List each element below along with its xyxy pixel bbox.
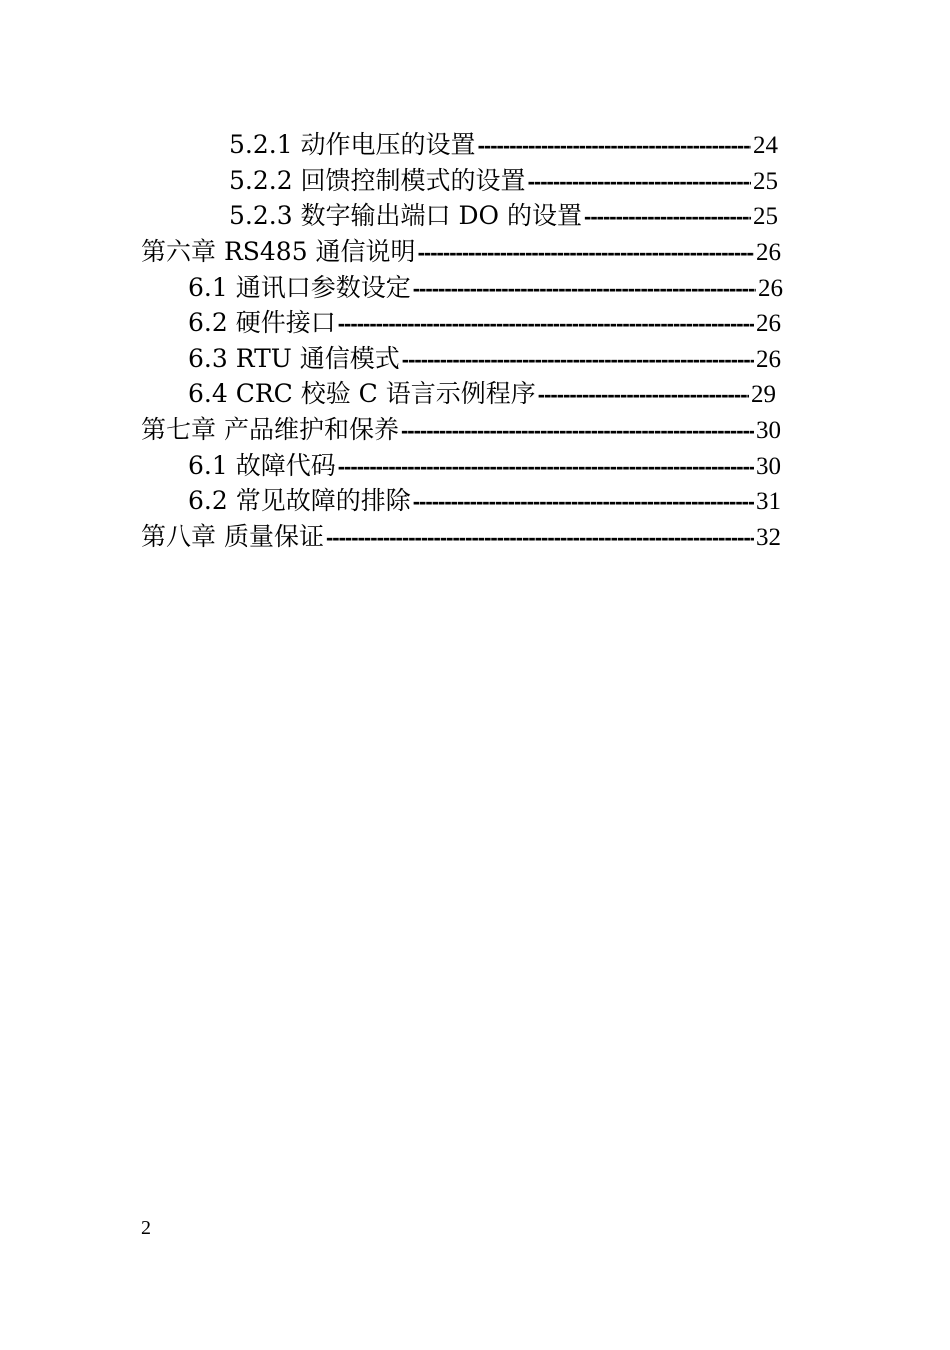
toc-entry-title: 5.2.2 回馈控制模式的设置 <box>229 166 526 195</box>
toc-entry-title: 6.2 硬件接口 <box>188 308 336 337</box>
toc-entry-page: 32 <box>756 524 781 551</box>
toc-entry-page: 26 <box>758 275 783 302</box>
toc-entry-6-4[interactable] <box>188 377 776 411</box>
toc-entry-5-2-1[interactable] <box>229 128 778 162</box>
toc-entry-troubleshooting[interactable] <box>188 484 781 518</box>
toc-entry-fault-codes[interactable] <box>188 449 781 483</box>
toc-entry-chapter-8[interactable] <box>141 520 781 554</box>
toc-entry-page: 31 <box>756 488 781 515</box>
toc-entry-page: 30 <box>756 417 781 444</box>
toc-entry-page: 25 <box>753 168 778 195</box>
toc-entry-title: 第六章 RS485 通信说明 <box>141 237 416 266</box>
toc-dot-leader <box>326 521 754 554</box>
toc-entry-title: 6.1 通讯口参数设定 <box>188 273 411 302</box>
toc-dot-leader <box>338 307 754 340</box>
toc-dot-leader <box>418 236 754 269</box>
toc-entry-title: 6.2 常见故障的排除 <box>188 486 411 515</box>
toc-entry-6-1[interactable] <box>188 271 783 305</box>
toc-entry-title: 6.3 RTU 通信模式 <box>188 344 400 373</box>
toc-entry-title: 5.2.3 数字输出端口 DO 的设置 <box>229 201 582 230</box>
toc-entry-title: 5.2.1 动作电压的设置 <box>229 130 476 159</box>
toc-entry-chapter-6[interactable] <box>141 235 781 269</box>
page-number: 2 <box>141 1217 151 1239</box>
toc-entry-title: 6.4 CRC 校验 C 语言示例程序 <box>188 379 536 408</box>
toc-dot-leader <box>338 450 754 483</box>
toc-dot-leader <box>538 378 749 411</box>
toc-entry-page: 24 <box>753 132 778 159</box>
toc-dot-leader <box>584 200 751 233</box>
toc-entry-page: 26 <box>756 310 781 337</box>
toc-entry-page: 26 <box>756 239 781 266</box>
toc-entry-5-2-2[interactable] <box>229 164 778 198</box>
toc-entry-page: 26 <box>756 346 781 373</box>
toc-dot-leader <box>528 165 751 198</box>
toc-dot-leader <box>401 414 754 447</box>
toc-entry-6-2[interactable] <box>188 306 781 340</box>
toc-entry-page: 29 <box>751 381 776 408</box>
toc-entry-title: 第七章 产品维护和保养 <box>141 415 399 444</box>
toc-dot-leader <box>413 485 754 518</box>
toc-entry-title: 6.1 故障代码 <box>188 451 336 480</box>
toc-entry-page: 30 <box>756 453 781 480</box>
toc-dot-leader <box>478 129 751 162</box>
toc-entry-page: 25 <box>753 203 778 230</box>
toc-entry-6-3[interactable] <box>188 342 781 376</box>
toc-dot-leader <box>402 343 754 376</box>
toc-entry-title: 第八章 质量保证 <box>141 522 324 551</box>
toc-dot-leader <box>413 272 756 305</box>
toc-entry-5-2-3[interactable] <box>229 199 778 233</box>
toc-entry-chapter-7[interactable] <box>141 413 781 447</box>
